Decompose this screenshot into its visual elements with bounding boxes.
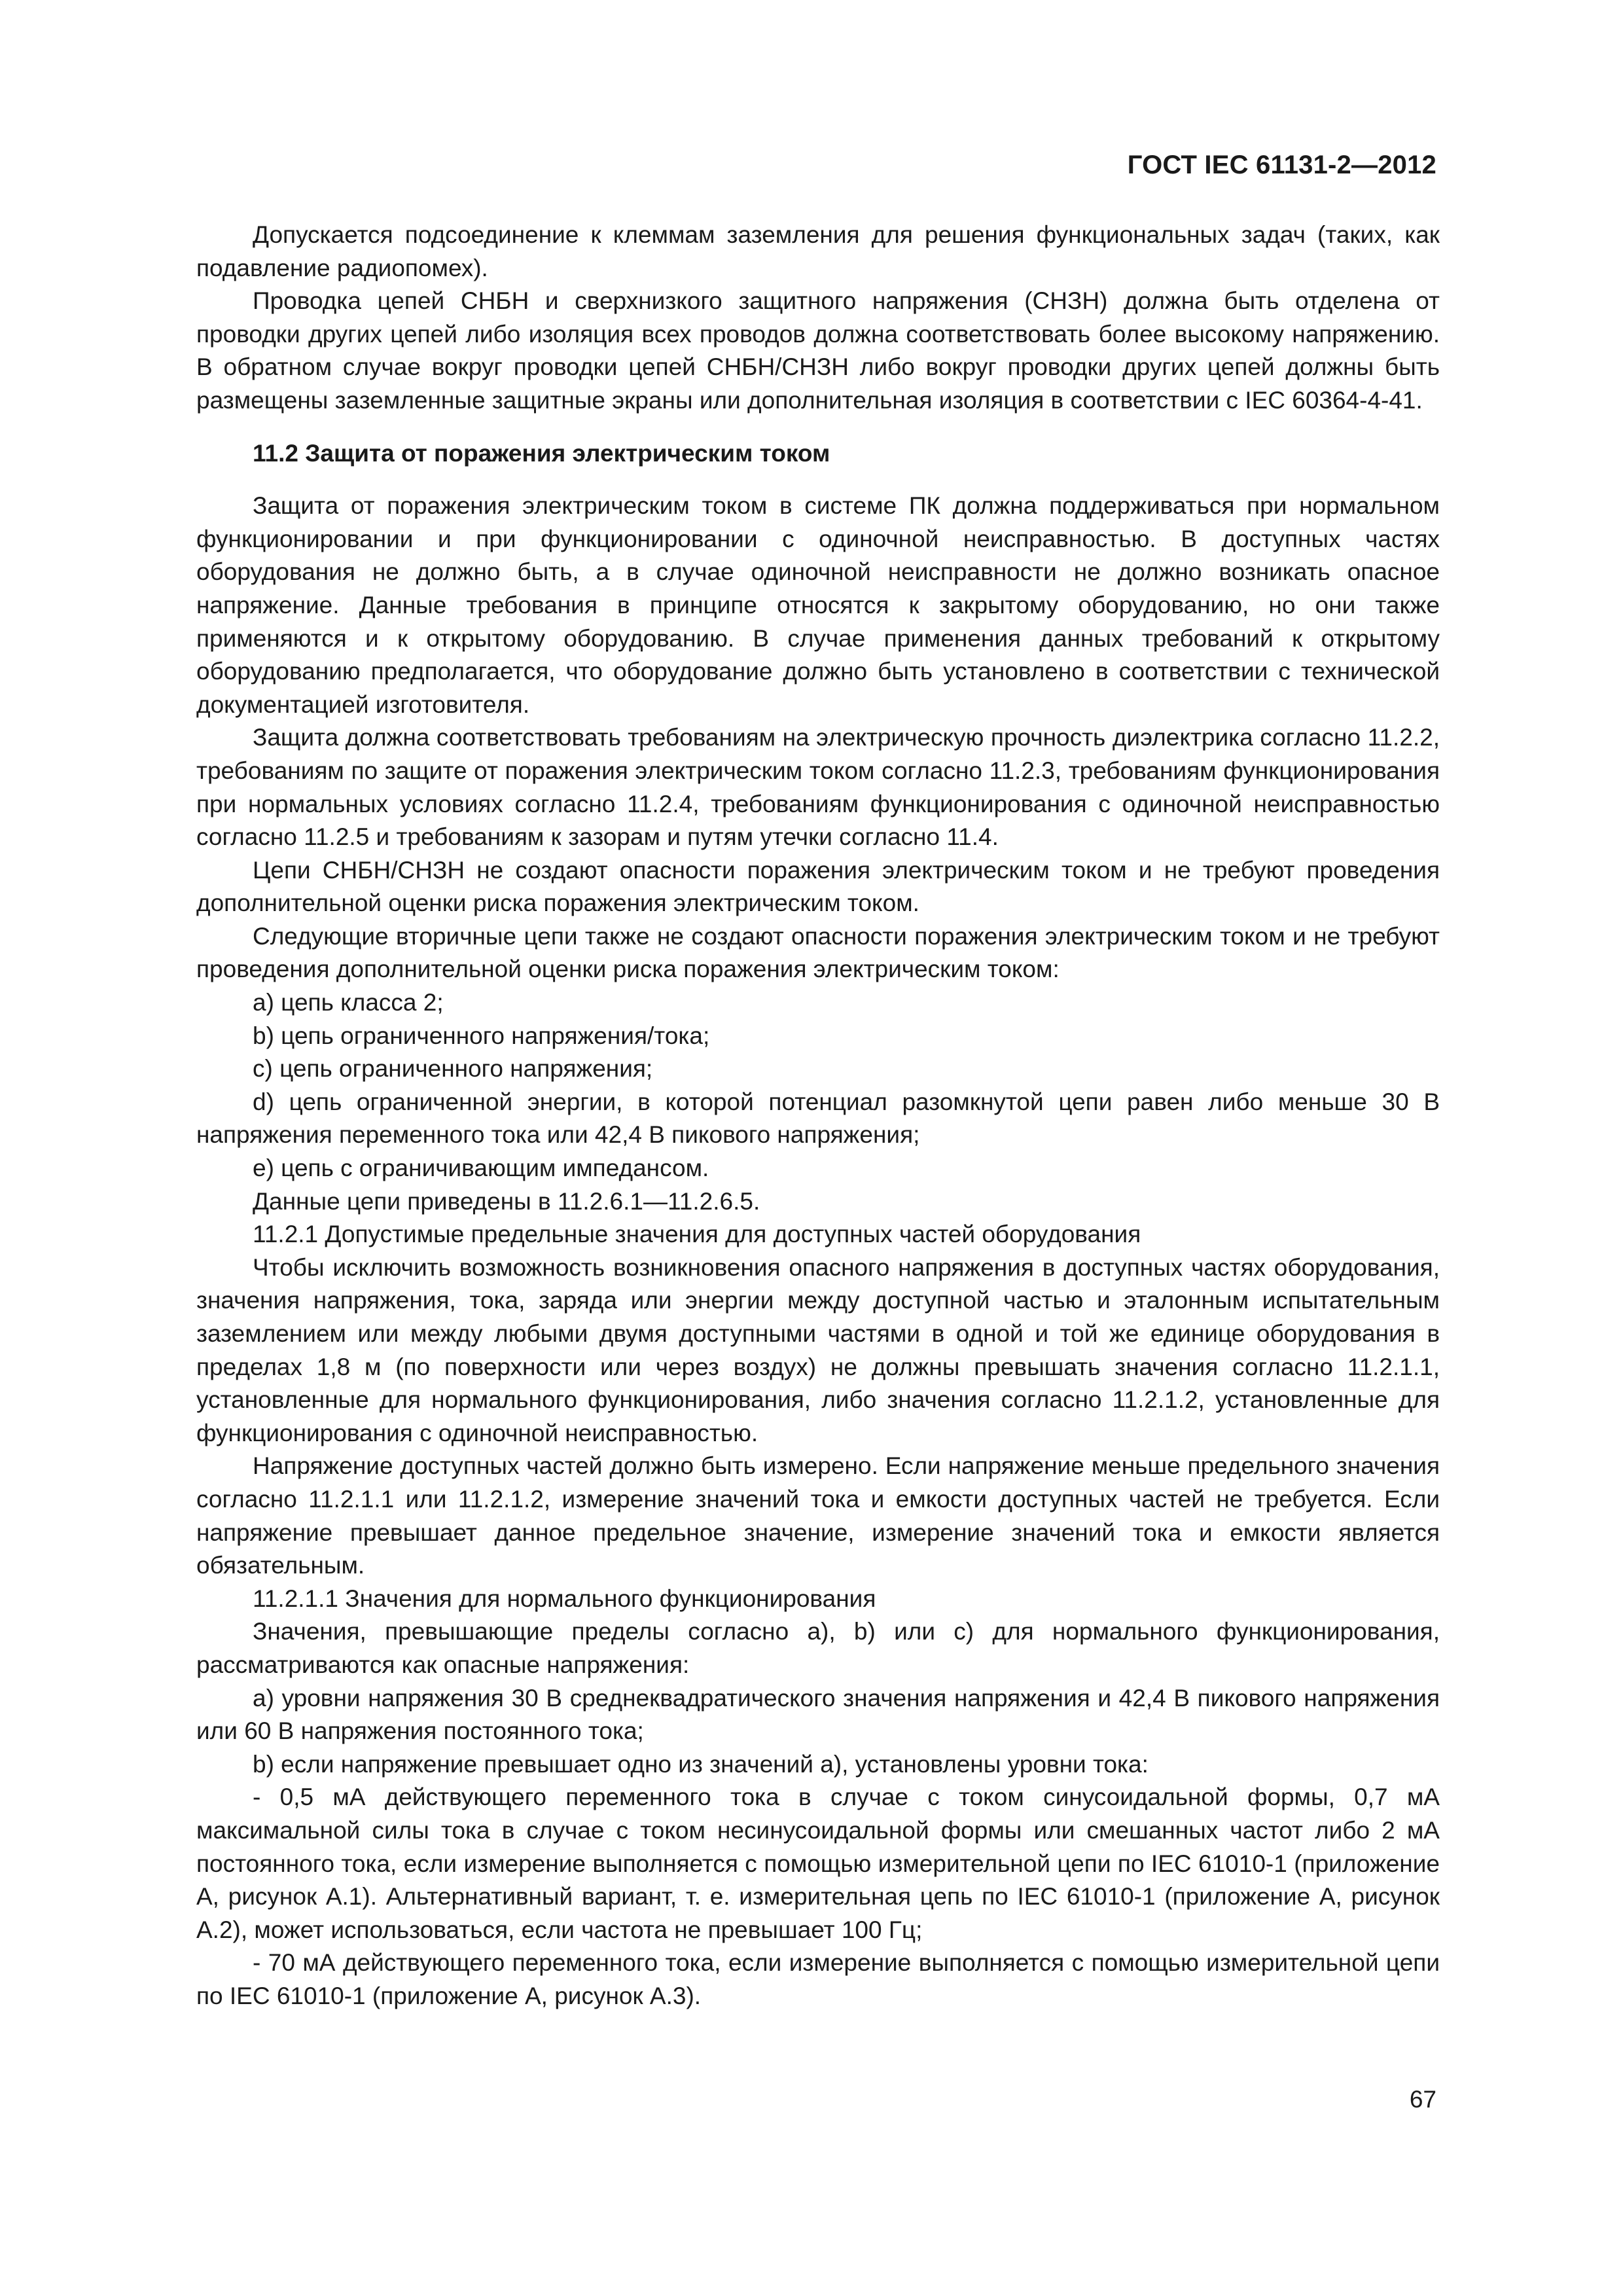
section-paragraph: Следующие вторичные цепи также не создают опасности поражения электрическим током и не требуют проведения дополнительной оценки риска поражения электрическим током: xyxy=(196,922,1440,983)
section-paragraph: Защита от поражения электрическим током в системе ПК должна поддерживаться при нормальном функционировании и при функционировании с одиночной неисправностью. В доступных частях оборудования не должно быть, а в случае одиночной неисправности не должно возникать опасное напряжение. Данные требования в принципе относятся к закрытому оборудованию, но они также применяются и к открытому оборудованию. В случае применения данных требований к открытому оборудованию предполагается, что оборудование должно быть установлено в соответствии с технической документацией изготовителя. xyxy=(196,492,1440,718)
subsection-paragraph: Напряжение доступных частей должно быть измерено. Если напряжение меньше предельного значения согласно 11.2.1.1 или 11.2.1.2, измерение значений тока и емкости доступных частей не требуется. Если напряжение превышает данное предельное значение, измерение значений тока и емкости является обязательным. xyxy=(196,1452,1440,1579)
list-item: d) цепь ограниченной энергии, в которой потенциал разомкнутой цепи равен либо меньше 30 В напряжения переменного тока или 42,4 В пикового напряжения; xyxy=(196,1088,1440,1149)
page-number: 67 xyxy=(1409,2086,1436,2113)
subsection-item: b) если напряжение превышает одно из значений а), установлены уровни тока: xyxy=(253,1750,1149,1778)
subsection-item: а) уровни напряжения 30 В среднеквадратического значения напряжения и 42,4 В пикового напряжения или 60 В напряжения постоянного тока; xyxy=(196,1684,1440,1745)
list-item: с) цепь ограниченного напряжения; xyxy=(253,1055,653,1083)
paragraph-grounding: Допускается подсоединение к клеммам заземления для решения функциональных задач (таких, как подавление радиопомех). xyxy=(196,221,1440,281)
subsection-item: - 0,5 мА действующего переменного тока в случае с током синусоидальной формы, 0,7 мА максимальной силы тока в случае с током несинусоидальной формы или смешанных частот либо 2 мА постоянного тока, если измерение выполняется с помощью измерительной цепи по IEC 61010-1 (приложение А, рисунок А.1). Альтернативный вариант, т. е. измерительная цепь по IEC 61010-1 (приложение А, рисунок А.2), может использоваться, если частота не превышает 100 Гц; xyxy=(196,1784,1440,1943)
list-item: b) цепь ограниченного напряжения/тока; xyxy=(253,1022,710,1049)
standard-header: ГОСТ IEC 61131-2—2012 xyxy=(1127,151,1436,179)
list-item: е) цепь с ограничивающим импедансом. xyxy=(253,1155,709,1182)
section-paragraph: Цепи СНБН/СНЗН не создают опасности поражения электрическим током и не требуют проведения дополнительной оценки риска поражения электрическим током. xyxy=(196,856,1440,917)
list-item: а) цепь класса 2; xyxy=(253,989,444,1016)
paragraph-wiring: Проводка цепей СНБН и сверхнизкого защитного напряжения (СНЗН) должна быть отделена от проводки других цепей либо изоляция всех проводов должна соответствовать более высокому напряжению. В обратном случае вокруг проводки цепей СНБН/СНЗН либо вокруг проводки других цепей должны быть размещены заземленные защитные экраны или дополнительная изоляция в соответствии с IEC 60364-4-41. xyxy=(196,287,1440,414)
subsection-item: - 70 мА действующего переменного тока, если измерение выполняется с помощью измерительной цепи по IEC 61010-1 (приложение А, рисунок А.3). xyxy=(196,1949,1440,2009)
list-note: Данные цепи приведены в 11.2.6.1—11.2.6.5. xyxy=(253,1187,760,1215)
section-paragraph: Защита должна соответствовать требованиям на электрическую прочность диэлектрика согласно 11.2.2, требованиям по защите от поражения электрическим током согласно 11.2.3, требованиям функционирования при нормальных условиях согласно 11.2.4, требованиям функционирования с одиночной неисправностью согласно 11.2.5 и требованиям к зазорам и путям утечки согласно 11.4. xyxy=(196,724,1440,851)
subsection-paragraph: Чтобы исключить возможность возникновения опасного напряжения в доступных частях оборудования, значения напряжения, тока, заряда или энергии между доступной частью и эталонным испытательным заземлением или между любыми двумя доступными частями в одной и той же единице оборудования в пределах 1,8 м (по поверхности или через воздух) не должны превышать значения согласно 11.2.1.1, установленные для нормального функционирования, либо значения согласно 11.2.1.2, установленные для функционирования с одиночной неисправностью. xyxy=(196,1253,1440,1446)
subsection-intro: Значения, превышающие пределы согласно а), b) или с) для нормального функционирования, рассматриваются как опасные напряжения: xyxy=(196,1618,1440,1678)
subsection-heading-11-2-1: 11.2.1 Допустимые предельные значения для доступных частей оборудования xyxy=(253,1221,1141,1248)
document-body xyxy=(196,219,1440,2013)
subsection-heading-11-2-1-1: 11.2.1.1 Значения для нормального функционирования xyxy=(253,1585,876,1612)
section-heading-11-2: 11.2 Защита от поражения электрическим током xyxy=(253,439,830,467)
